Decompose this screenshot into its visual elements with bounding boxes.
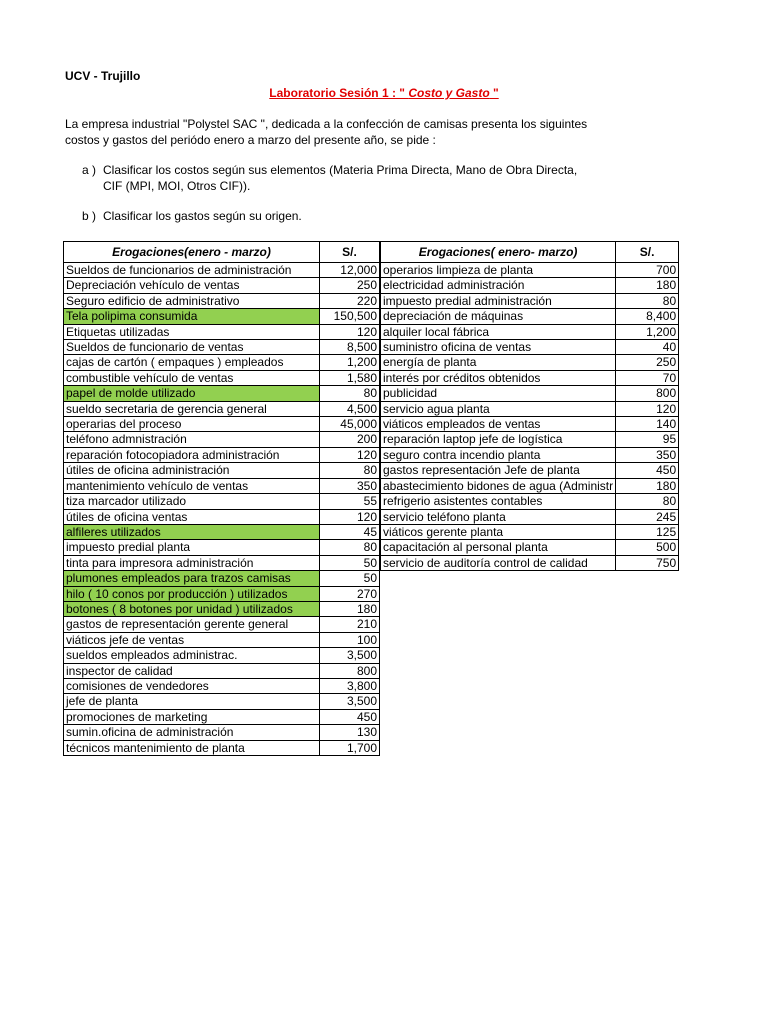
table-row: [381, 355, 679, 370]
expense-amount: 45,000: [320, 417, 380, 432]
table-row: [381, 417, 679, 432]
task-marker-b: b ): [82, 209, 97, 223]
expense-label: cajas de cartón ( empaques ) empleados: [64, 355, 320, 370]
expense-label: alquiler local fábrica: [381, 324, 616, 339]
expense-label: comisiones de vendedores: [64, 678, 320, 693]
table-row: [64, 571, 380, 586]
expense-amount: 3,800: [320, 678, 380, 693]
table-row: [64, 324, 380, 339]
expense-label: servicio teléfono planta: [381, 509, 616, 524]
expense-label: sueldos empleados administrac.: [64, 648, 320, 663]
table-row: [64, 401, 380, 416]
expense-label: Sueldos de funcionario de ventas: [64, 340, 320, 355]
expense-label: energía de planta: [381, 355, 616, 370]
expenses-table-right-body: [381, 263, 679, 571]
expenses-table-right: [380, 241, 679, 571]
table-row: [64, 370, 380, 385]
expense-amount: 1,200: [616, 324, 679, 339]
expense-label: servicio de auditoría control de calidad: [381, 555, 616, 570]
expense-label: mantenimiento vehículo de ventas: [64, 478, 320, 493]
table-row: [64, 586, 380, 601]
table-row: [64, 663, 380, 678]
expense-amount: 120: [320, 447, 380, 462]
table-row: [64, 555, 380, 570]
expense-label: operarias del proceso: [64, 417, 320, 432]
table-row: [381, 447, 679, 462]
expenses-table-left: [63, 241, 380, 756]
table-row: [64, 417, 380, 432]
table-row: [381, 524, 679, 539]
table-row: [64, 293, 380, 308]
table-row: [381, 401, 679, 416]
expense-amount: 210: [320, 617, 380, 632]
expense-label: gastos de representación gerente general: [64, 617, 320, 632]
expense-amount: 8,400: [616, 309, 679, 324]
expense-label: reparación laptop jefe de logística: [381, 432, 616, 447]
expense-amount: 250: [616, 355, 679, 370]
expense-amount: 3,500: [320, 694, 380, 709]
expense-amount: 150,500: [320, 309, 380, 324]
column-header-amount: S/.: [616, 242, 679, 263]
expense-amount: 350: [320, 478, 380, 493]
expense-amount: 80: [616, 494, 679, 509]
expense-label: Etiquetas utilizadas: [64, 324, 320, 339]
table-row: [64, 309, 380, 324]
expense-amount: 80: [320, 463, 380, 478]
expense-label: sumin.oficina de administración: [64, 725, 320, 740]
expense-amount: 120: [320, 324, 380, 339]
expense-label: refrigerio asistentes contables: [381, 494, 616, 509]
expense-amount: 40: [616, 340, 679, 355]
expense-label: operarios limpieza de planta: [381, 263, 616, 278]
expense-amount: 120: [616, 401, 679, 416]
intro-paragraph: La empresa industrial "Polystel SAC ", dedicada a la confección de camisas presenta los siguintes costos y gastos del periódo enero a marzo del presente año, se pide :: [65, 117, 588, 147]
expense-amount: 1,700: [320, 740, 380, 755]
expense-amount: 270: [320, 586, 380, 601]
task-item-b: [82, 209, 302, 223]
expense-amount: 500: [616, 540, 679, 555]
expense-label: botones ( 8 botones por unidad ) utilizados: [64, 601, 320, 616]
expense-label: interés por créditos obtenidos: [381, 370, 616, 385]
expense-label: plumones empleados para trazos camisas: [64, 571, 320, 586]
table-row: [381, 263, 679, 278]
expense-label: capacitación al personal planta: [381, 540, 616, 555]
expense-amount: 70: [616, 370, 679, 385]
expense-amount: 50: [320, 571, 380, 586]
expense-amount: 80: [616, 293, 679, 308]
expense-label: viáticos empleados de ventas: [381, 417, 616, 432]
table-row: [381, 278, 679, 293]
task-marker-a: a ): [82, 163, 97, 177]
expense-amount: 120: [320, 509, 380, 524]
expense-label: tiza marcador utilizado: [64, 494, 320, 509]
expense-label: alfileres utilizados: [64, 524, 320, 539]
expense-label: tinta para impresora administración: [64, 555, 320, 570]
table-row: [381, 555, 679, 570]
table-row: [64, 509, 380, 524]
expense-label: impuesto predial administración: [381, 293, 616, 308]
table-row: [381, 540, 679, 555]
table-row: [64, 494, 380, 509]
expense-label: servicio agua planta: [381, 401, 616, 416]
expense-amount: 45: [320, 524, 380, 539]
task-text-b: Clasificar los gastos según su origen.: [103, 209, 302, 223]
expense-amount: 55: [320, 494, 380, 509]
table-row: [381, 340, 679, 355]
expense-amount: 8,500: [320, 340, 380, 355]
expense-amount: 1,200: [320, 355, 380, 370]
table-row: [64, 678, 380, 693]
column-header-amount: S/.: [320, 242, 380, 263]
expense-amount: 3,500: [320, 648, 380, 663]
expense-amount: 750: [616, 555, 679, 570]
expense-label: impuesto predial planta: [64, 540, 320, 555]
table-row: [64, 540, 380, 555]
expenses-table-left-body: [64, 263, 380, 756]
expense-amount: 180: [616, 478, 679, 493]
table-row: [64, 601, 380, 616]
table-row: [64, 632, 380, 647]
table-row: [64, 386, 380, 401]
expense-amount: 350: [616, 447, 679, 462]
expense-amount: 50: [320, 555, 380, 570]
task-item-a: [82, 163, 642, 194]
expense-label: suministro oficina de ventas: [381, 340, 616, 355]
expense-amount: 130: [320, 725, 380, 740]
expense-amount: 220: [320, 293, 380, 308]
table-row: [64, 478, 380, 493]
expense-label: promociones de marketing: [64, 709, 320, 724]
expense-label: sueldo secretaria de gerencia general: [64, 401, 320, 416]
table-row: [381, 370, 679, 385]
table-row: [381, 463, 679, 478]
table-row: [64, 709, 380, 724]
table-row: [381, 509, 679, 524]
title-prefix: Laboratorio Sesión 1 : ": [269, 86, 409, 100]
table-row: [64, 617, 380, 632]
expense-amount: 450: [616, 463, 679, 478]
expense-label: depreciación de máquinas: [381, 309, 616, 324]
expense-amount: 700: [616, 263, 679, 278]
expense-label: jefe de planta: [64, 694, 320, 709]
table-row: [64, 740, 380, 755]
table-row: [64, 278, 380, 293]
expense-label: publicidad: [381, 386, 616, 401]
expense-amount: 250: [320, 278, 380, 293]
table-row: [64, 725, 380, 740]
expense-label: técnicos mantenimiento de planta: [64, 740, 320, 755]
document-header: UCV - Trujillo: [65, 69, 141, 83]
expense-label: abastecimiento bidones de agua (Administr: [381, 478, 616, 493]
table-row: [381, 324, 679, 339]
expense-amount: 245: [616, 509, 679, 524]
table-row: [381, 293, 679, 308]
table-row: [64, 263, 380, 278]
expense-label: inspector de calidad: [64, 663, 320, 678]
expense-label: combustible vehículo de ventas: [64, 370, 320, 385]
page-title: [0, 86, 768, 100]
expense-label: reparación fotocopiadora administración: [64, 447, 320, 462]
table-row: [64, 340, 380, 355]
expense-amount: 100: [320, 632, 380, 647]
table-row: [381, 309, 679, 324]
expense-amount: 1,580: [320, 370, 380, 385]
expense-amount: 80: [320, 540, 380, 555]
expense-amount: 95: [616, 432, 679, 447]
expense-amount: 80: [320, 386, 380, 401]
expense-label: seguro contra incendio planta: [381, 447, 616, 462]
expense-label: teléfono admnistración: [64, 432, 320, 447]
table-row: [64, 432, 380, 447]
expense-label: útiles de oficina administración: [64, 463, 320, 478]
title-suffix: ": [489, 86, 499, 100]
expense-amount: 180: [320, 601, 380, 616]
expense-label: viáticos gerente planta: [381, 524, 616, 539]
table-row: [64, 447, 380, 462]
table-row: [381, 478, 679, 493]
expense-label: Depreciación vehículo de ventas: [64, 278, 320, 293]
table-row: [64, 694, 380, 709]
expense-amount: 800: [616, 386, 679, 401]
table-row: [64, 524, 380, 539]
expense-label: gastos representación Jefe de planta: [381, 463, 616, 478]
expense-label: Sueldos de funcionarios de administración: [64, 263, 320, 278]
table-row: [381, 494, 679, 509]
expense-label: hilo ( 10 conos por producción ) utilizados: [64, 586, 320, 601]
table-row: [64, 463, 380, 478]
expense-amount: 800: [320, 663, 380, 678]
column-header-erogaciones: Erogaciones( enero- marzo): [381, 242, 616, 263]
expense-label: útiles de oficina ventas: [64, 509, 320, 524]
column-header-erogaciones: Erogaciones(enero - marzo): [64, 242, 320, 263]
expense-label: papel de molde utilizado: [64, 386, 320, 401]
table-row: [381, 432, 679, 447]
table-row: [64, 648, 380, 663]
expense-amount: 12,000: [320, 263, 380, 278]
expense-amount: 4,500: [320, 401, 380, 416]
expense-label: viáticos jefe de ventas: [64, 632, 320, 647]
table-row: [64, 355, 380, 370]
task-text-a: Clasificar los costos según sus elementos (Materia Prima Directa, Mano de Obra Directa, CIF (MPI, MOI, Otros CIF)).: [103, 163, 578, 193]
expense-label: electricidad administración: [381, 278, 616, 293]
expense-amount: 125: [616, 524, 679, 539]
expense-label: Seguro edificio de administrativo: [64, 293, 320, 308]
expense-amount: 450: [320, 709, 380, 724]
expense-amount: 200: [320, 432, 380, 447]
expense-label: Tela polipima consumida: [64, 309, 320, 324]
table-row: [381, 386, 679, 401]
expense-amount: 180: [616, 278, 679, 293]
title-emphasis: Costo y Gasto: [408, 86, 490, 100]
expense-amount: 140: [616, 417, 679, 432]
